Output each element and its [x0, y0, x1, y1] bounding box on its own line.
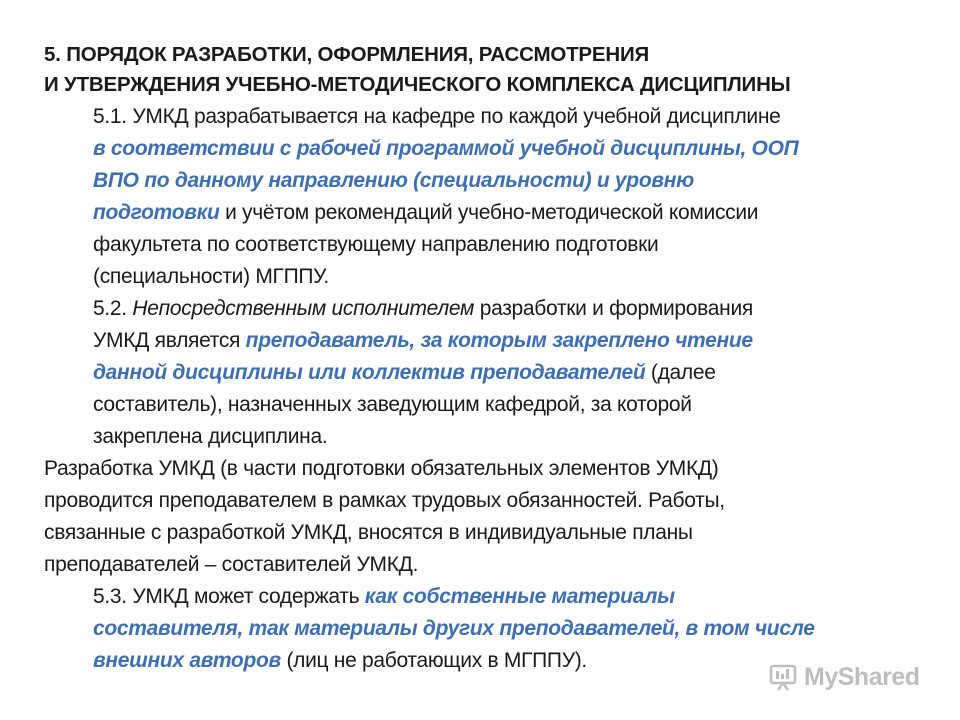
- p51-line-6: (специальности) МГППУ.: [93, 265, 329, 288]
- p51-highlight: подготовки: [93, 201, 220, 224]
- pmain-line-4: преподавателей – составителей УМКД.: [44, 553, 419, 576]
- pmain-line-2: проводится преподавателем в рамках трудовых обязанностей. Работы,: [44, 489, 725, 512]
- title-line-2: И УТВЕРЖДЕНИЯ УЧЕБНО-МЕТОДИЧЕСКОГО КОМПЛЕКСА ДИСЦИПЛИНЫ: [44, 73, 791, 96]
- p52-line-1: [93, 293, 924, 325]
- p52-line-5: закреплена дисциплина.: [93, 425, 328, 448]
- p53-highlight-2: внешних авторов: [93, 649, 281, 672]
- pmain-line-3: связанные с разработкой УМКД, вносятся в индивидуальные планы: [44, 521, 693, 544]
- p52-line3-text: (далее: [645, 361, 716, 384]
- p52-line-2: [93, 325, 924, 357]
- presentation-board-icon: [768, 662, 798, 692]
- p52-highlight-2: данной дисциплины или коллектив преподавателей: [93, 361, 646, 384]
- watermark-text: MyShared: [804, 662, 920, 691]
- p53-line-2: составителя, так материалы других преподавателей, в том числе: [93, 617, 815, 640]
- watermark: [768, 660, 928, 694]
- paragraph-5-2: [44, 293, 924, 453]
- p52-prefix: 5.2.: [93, 297, 133, 320]
- slide-title: [44, 40, 924, 100]
- p51-line-2: в соответствии с рабочей программой учебной дисциплины, ООП: [93, 137, 799, 160]
- p51-line-1: 5.1. УМКД разрабатывается на кафедре по каждой учебной дисциплине: [93, 105, 781, 128]
- p53-prefix: 5.3. УМКД может содержать: [93, 585, 365, 608]
- p51-line-4: [93, 197, 924, 229]
- paragraph-main: [44, 453, 924, 581]
- p52-line2-prefix: УМКД является: [93, 329, 246, 352]
- p51-line-5: факультета по соответствующему направлению подготовки: [93, 233, 659, 256]
- p52-line-3: [93, 357, 924, 389]
- p53-highlight-1: как собственные материалы: [364, 585, 675, 608]
- pmain-line-1: Разработка УМКД (в части подготовки обязательных элементов УМКД): [44, 457, 719, 480]
- p52-italic: Непосредственным исполнителем: [132, 297, 475, 320]
- p53-text: (лиц не работающих в МГППУ).: [280, 649, 587, 672]
- p51-text: и учётом рекомендаций учебно-методической комиссии: [219, 201, 759, 224]
- p52-text: разработки и формирования: [474, 297, 753, 320]
- p52-line-4: составитель), назначенных заведующим кафедрой, за которой: [93, 393, 692, 416]
- slide-content: [44, 40, 924, 677]
- paragraph-5-1: [44, 101, 924, 293]
- p53-line-1: [93, 581, 924, 613]
- p51-line-3: ВПО по данному направлению (специальности) и уровню: [93, 169, 694, 192]
- title-line-1: 5. ПОРЯДОК РАЗРАБОТКИ, ОФОРМЛЕНИЯ, РАССМОТРЕНИЯ: [44, 43, 650, 66]
- p52-highlight-1: преподаватель, за которым закреплено чтение: [245, 329, 753, 352]
